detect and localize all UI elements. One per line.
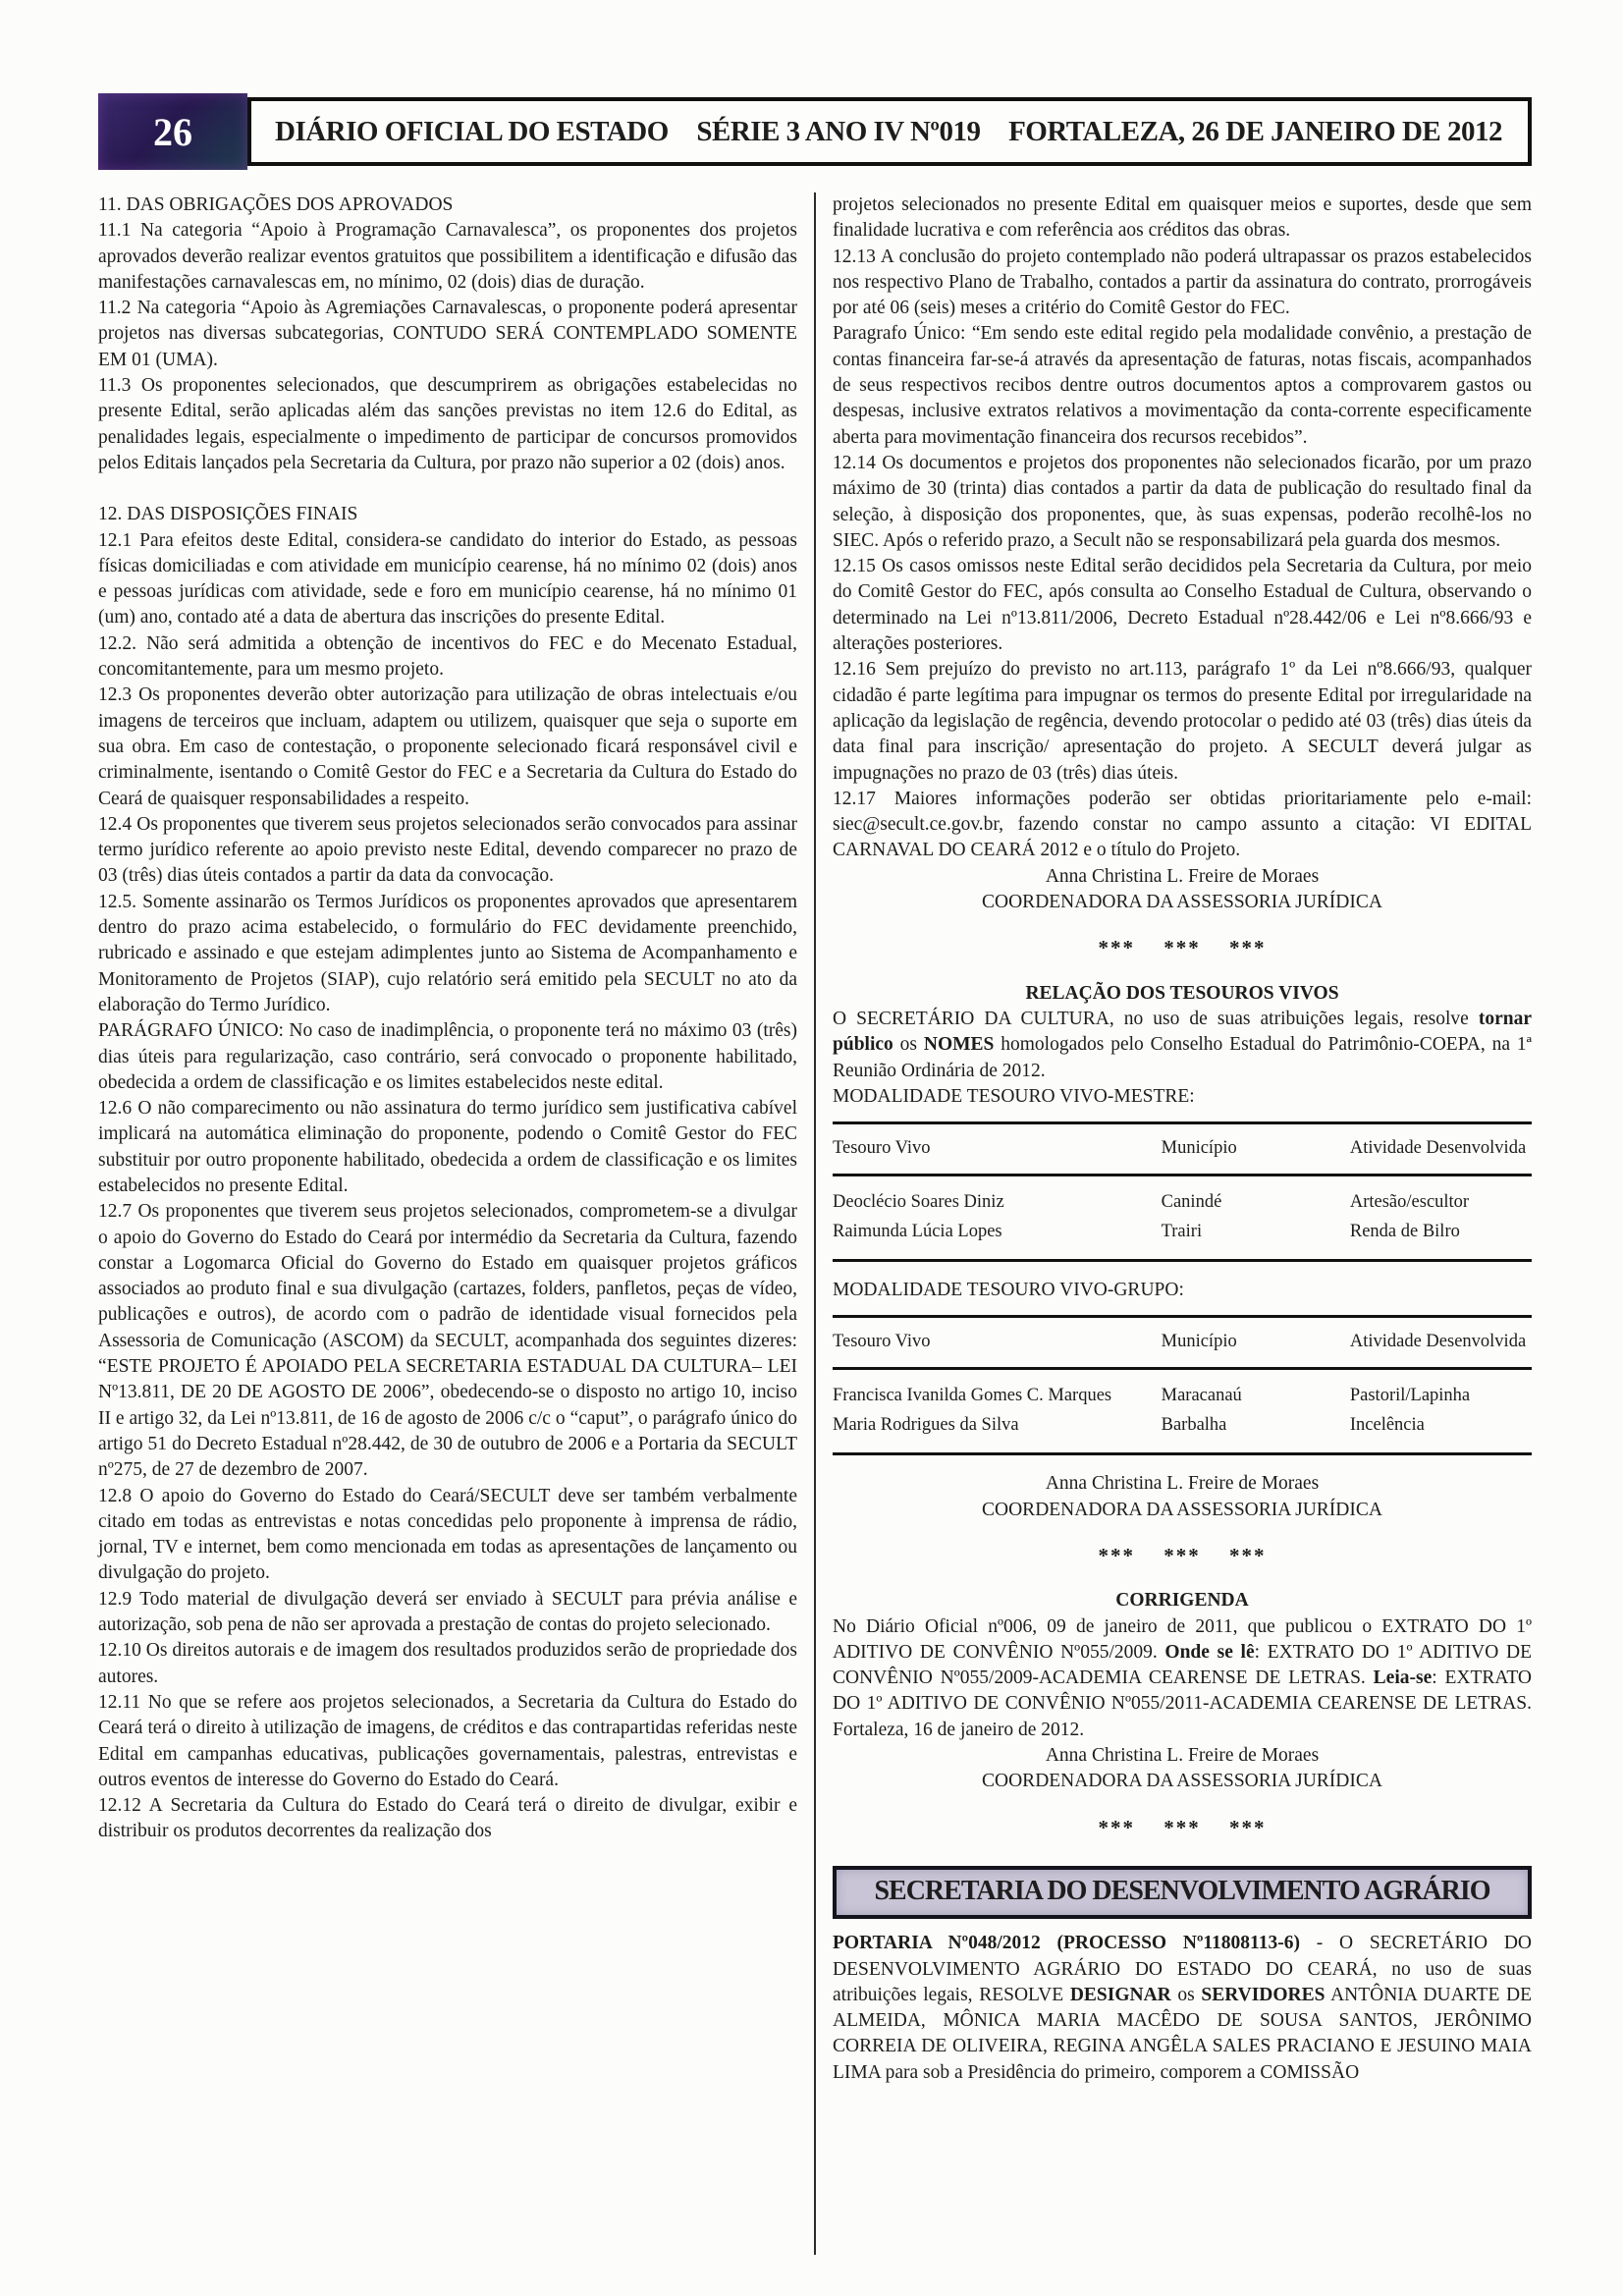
section-separator: *** *** *** bbox=[1098, 936, 1267, 960]
modality-label: MODALIDADE TESOURO VIVO-MESTRE: bbox=[833, 1085, 1195, 1107]
table-cell: Trairi bbox=[1161, 1222, 1203, 1242]
page-number: 26 bbox=[98, 93, 247, 170]
section-title: RELAÇÃO DOS TESOUROS VIVOS bbox=[1025, 982, 1339, 1004]
table-cell: Maria Rodrigues da Silva bbox=[833, 1415, 1019, 1436]
paragraph: 12.10 Os direitos autorais e de imagem dos resultados produzidos serão de propriedade dos autores. bbox=[98, 1640, 797, 1687]
table-row bbox=[833, 1369, 1532, 1411]
signatory-title: COORDENADORA DA ASSESSORIA JURÍDICA bbox=[982, 1499, 1382, 1520]
table-cell: Pastoril/Lapinha bbox=[1349, 1386, 1471, 1406]
column-header: Atividade Desenvolvida bbox=[1350, 1317, 1532, 1369]
section-heading: 12. DAS DISPOSIÇÕES FINAIS bbox=[98, 504, 358, 525]
paragraph: 12.7 Os proponentes que tiverem seus projetos selecionados, comprometem-se a divulgar o apoio do Governo do Estado do Ceará por intermédio da Secretaria da Cultura, fazendo constar a Logomarca Oficial do Governo do Estado em quaisquer projetos gráficos associados ao produto final e sua divulgação (cartazes, folders, panfletos, peças de vídeo, publicações e outros), de acordo com o padrão de identidade visual fornecidos pela Assessoria de Comunicação (ASCOM) da SECULT, acompanhada dos seguintes dizeres: “ESTE PROJETO É APOIADO PELA SECRETARIA ESTADUAL DA CULTURA– LEI Nº13.811, DE 20 DE AGOSTO DE 2006”, obedecendo-se o disposto no artigo 10, inciso II e artigo 32, da Lei nº13.811, de 16 de agosto de 2006 c/c o “caput”, o parágrafo único do artigo 51 do Decreto Estadual nº28.442, de 30 de outubro de 2006 e a Portaria da SECULT nº275, de 27 de dezembro de 2007. bbox=[98, 1201, 797, 1481]
signatory-name: Anna Christina L. Freire de Moraes bbox=[1045, 865, 1320, 887]
paragraph: 12.9 Todo material de divulgação deverá ser enviado à SECULT para prévia análise e autorização, sob pena de não ser aprovada a prestação de contas do projeto selecionado. bbox=[98, 1588, 797, 1636]
table-row bbox=[833, 1410, 1532, 1454]
column-header: Município bbox=[1162, 1317, 1350, 1369]
paragraph: No Diário Oficial nº006, 09 de janeiro de 2011, que publicou o EXTRATO DO 1º ADITIVO DE CONVÊNIO Nº055/2009. Onde se lê: EXTRATO DO 1º ADITIVO DE CONVÊNIO Nº055/2009-ACADEMIA CEARENSE DE LETRAS. Leia-se: EXTRATO DO 1º ADITIVO DE CONVÊNIO Nº055/2011-ACADEMIA CEARENSE DE LETRAS. Fortaleza, 16 de janeiro de 2012. bbox=[833, 1615, 1532, 1740]
table-cell: Renda de Bilro bbox=[1349, 1222, 1460, 1242]
section-separator: *** *** *** bbox=[1098, 1815, 1267, 1839]
agency-banner: SECRETARIA DO DESENVOLVIMENTO AGRÁRIO bbox=[833, 1866, 1532, 1919]
column-header: Município bbox=[1162, 1123, 1350, 1175]
paragraph: PARÁGRAFO ÚNICO: No caso de inadimplência, o proponente terá no máximo 03 (três) dias úteis para regularização, caso contrário, será convocado o proponente habilitado, obedecida a ordem de classificação e os limites estabelecidos neste edital. bbox=[98, 1020, 797, 1093]
column-header: Tesouro Vivo bbox=[833, 1123, 1162, 1175]
right-column bbox=[833, 192, 1532, 2086]
paragraph: PORTARIA Nº048/2012 (PROCESSO Nº11808113-6) - O SECRETÁRIO DO DESENVOLVIMENTO AGRÁRIO DO ESTADO DO CEARÁ, no uso de suas atribuições legais, RESOLVE DESIGNAR os SERVIDORES ANTÔNIA DUARTE DE ALMEIDA, MÔNICA MARIA MACÊDO DE SOUSA SANTOS, JERÔNIMO CORREIA DE OLIVEIRA, REGINA ANGÊLA SALES PRACIANO E JESUINO MAIA LIMA para sob a Presidência do primeiro, comporem a COMISSÃO bbox=[833, 1933, 1533, 2083]
paragraph: O SECRETÁRIO DA CULTURA, no uso de suas atribuições legais, resolve tornar público os NOMES homologados pelo Conselho Estadual do Patrimônio-COEPA, na 1ª Reunião Ordinária de 2012. bbox=[833, 1008, 1532, 1081]
column-header: Tesouro Vivo bbox=[833, 1317, 1162, 1369]
journal-title: DIÁRIO OFICIAL DO ESTADO bbox=[275, 115, 669, 147]
signatory-title: COORDENADORA DA ASSESSORIA JURÍDICA bbox=[982, 1771, 1382, 1792]
edition-info: SÉRIE 3 ANO IV Nº019 bbox=[696, 115, 981, 147]
tesouro-vivo-mestre-table bbox=[833, 1121, 1532, 1262]
paragraph: 12.17 Maiores informações poderão ser obtidas prioritariamente pelo e-mail: siec@secult.ce.gov.br, fazendo constar no campo assunto a citação: VI EDITAL CARNAVAL DO CEARÁ 2012 e o título do Projeto. bbox=[833, 788, 1532, 861]
paragraph: 11.2 Na categoria “Apoio às Agremiações Carnavalescas, o proponente poderá apresentar projetos nas diversas subcategorias, CONTUDO SERÁ CONTEMPLADO SOMENTE EM 01 (UMA). bbox=[98, 298, 797, 370]
signatory-name: Anna Christina L. Freire de Moraes bbox=[1045, 1473, 1320, 1495]
table-header-row bbox=[833, 1317, 1532, 1369]
paragraph: 12.14 Os documentos e projetos dos proponentes não selecionados ficarão, por um prazo máximo de 30 (trinta) dias contados a partir da data de publicação do resultado final da seleção, à disposição dos proponentes, que, às suas expensas, poderão recolhê-los no SIEC. Após o referido prazo, a Secult não se responsabilizará pela guarda dos mesmos. bbox=[833, 452, 1532, 551]
paragraph: 12.11 No que se refere aos projetos selecionados, a Secretaria da Cultura do Estado do Ceará terá o direito à utilização de imagens, de créditos e das contrapartidas referidas neste Edital em campanhas educativas, publicações governamentais, palestras, entrevistas e outros eventos de interesse do Governo do Estado do Ceará. bbox=[98, 1691, 797, 1790]
section-title: CORRIGENDA bbox=[1115, 1590, 1249, 1612]
column-header: Atividade Desenvolvida bbox=[1350, 1123, 1532, 1175]
paragraph: 12.15 Os casos omissos neste Edital serão decididos pela Secretaria da Cultura, por meio do Comitê Gestor do FEC, após consulta ao Conselho Estadual de Cultura, observando o determinado na Lei nº13.811/2006, Decreto Estadual nº28.442/06 e Lei nº8.666/93 e alterações posteriores. bbox=[833, 556, 1532, 655]
left-column bbox=[98, 192, 797, 1845]
paragraph: 12.2. Não será admitida a obtenção de incentivos do FEC e do Mecenato Estadual, concomitantemente, para um mesmo projeto. bbox=[98, 632, 797, 681]
table-cell: Barbalha bbox=[1161, 1415, 1227, 1436]
paragraph: 12.8 O apoio do Governo do Estado do Ceará/SECULT deve ser também verbalmente citado em todas as entrevistas e notas concedidas pelo proponente à imprensa de rádio, jornal, TV e internet, bem como mencionada em todas as apresentações de lançamento ou divulgação do projeto. bbox=[98, 1485, 797, 1584]
paragraph: 11.1 Na categoria “Apoio à Programação Carnavalesca”, os proponentes dos projetos aprovados deverão realizar eventos gratuitos que possibilitem a identificação e difusão das manifestações carnavalescas em, no mínimo, 02 (dois) dias de duração. bbox=[98, 220, 797, 293]
column-divider bbox=[814, 192, 816, 2255]
paragraph: Paragrafo Único: “Em sendo este edital regido pela modalidade convênio, a prestação de contas financeira far-se-á através da apresentação de faturas, notas fiscais, acompanhados de seus respectivos recibos dentre outros documentos aptos a comprovarem gastos ou despesas, inclusive extratos relativos a movimentação da conta-corrente especificamente aberta para movimentação financeira dos recursos recebidos”. bbox=[833, 323, 1532, 448]
paragraph: 12.4 Os proponentes que tiverem seus projetos selecionados serão convocados para assinar termo jurídico referente ao apoio previsto neste Edital, devendo comparecer no prazo de 03 (três) dias úteis contados a partir da data da convocação. bbox=[98, 813, 797, 887]
table-cell: Francisca Ivanilda Gomes C. Marques bbox=[833, 1386, 1112, 1406]
table-row bbox=[833, 1217, 1532, 1261]
signatory-title: COORDENADORA DA ASSESSORIA JURÍDICA bbox=[982, 892, 1382, 913]
paragraph: 11.3 Os proponentes selecionados, que descumprirem as obrigações estabelecidas no presente Edital, serão aplicadas além das sanções previstas no item 12.6 do Edital, as penalidades legais, especialmente o impedimento de participar de concursos promovidos pelos Editais lançados pela Secretaria da Cultura, por prazo não superior a 02 (dois) anos. bbox=[98, 375, 797, 473]
modality-label: MODALIDADE TESOURO VIVO-GRUPO: bbox=[833, 1280, 1184, 1301]
table-cell: Artesão/escultor bbox=[1349, 1192, 1470, 1213]
paragraph: 12.6 O não comparecimento ou não assinatura do termo jurídico sem justificativa cabível implicará na automática eliminação do proponente, podendo o Comitê Gestor do FEC substituir por outro proponente habilitado, obedecida a ordem de classificação e os limites estabelecidos no presente Edital. bbox=[98, 1098, 797, 1196]
paragraph: 12.16 Sem prejuízo do previsto no art.113, parágrafo 1º da Lei nº8.666/93, qualquer cidadão é parte legítima para impugnar os termos do presente Edital por irregularidade na aplicação da legislação de regência, devendo protocolar o pedido até 03 (três) dias úteis da data final para inscrição/ apresentação do projeto. A SECULT deverá julgar as impugnações no prazo de 03 (três) dias úteis. bbox=[833, 659, 1532, 784]
date-line: FORTALEZA, 26 DE JANEIRO DE 2012 bbox=[1008, 115, 1502, 147]
paragraph: 12.3 Os proponentes deverão obter autorização para utilização de obras intelectuais e/ou imagens de terceiros que incluam, adaptem ou utilizem, quaisquer que seja o suporte em sua obra. Em caso de contestação, o proponente selecionado ficará responsável civil e criminalmente, isentando o Comitê Gestor do FEC e a Secretaria da Cultura do Estado do Ceará de quaisquer responsabilidades a respeito. bbox=[98, 684, 797, 809]
masthead bbox=[247, 97, 1532, 166]
table-header-row bbox=[833, 1123, 1532, 1175]
paragraph: 12.13 A conclusão do projeto contemplado não poderá ultrapassar os prazos estabelecidos nos respectivo Plano de Trabalho, contados a partir da assinatura do contrato, prorrogáveis por até 06 (seis) meses a critério do Comitê Gestor do FEC. bbox=[833, 246, 1532, 319]
paragraph: projetos selecionados no presente Edital em quaisquer meios e suportes, desde que sem finalidade lucrativa e com referência aos créditos das obras. bbox=[833, 194, 1532, 242]
table-cell: Maracanaú bbox=[1161, 1386, 1242, 1406]
paragraph: 12.1 Para efeitos deste Edital, considera-se candidato do interior do Estado, as pessoas físicas domiciliadas e com atividade em município cearense, há no mínimo 02 (dois) anos e pessoas jurídicas com atividade, sede e foro em município cearense, há no mínimo 01 (um) ano, contado até a data de abertura das inscrições do presente Edital. bbox=[98, 529, 797, 629]
paragraph: 12.5. Somente assinarão os Termos Jurídicos os proponentes aprovados que apresentarem dentro do prazo acima estabelecido, o formulário do FEC devidamente preenchido, rubricado e assinado e que estejam adimplentes junto ao Sistema de Acompanhamento e Monitoramento de Projetos (SIAP), cujo relatório será emitido pela SECULT no ato da elaboração do Termo Jurídico. bbox=[98, 891, 797, 1015]
section-heading: 11. DAS OBRIGAÇÕES DOS APROVADOS bbox=[98, 194, 454, 215]
paragraph: 12.12 A Secretaria da Cultura do Estado do Ceará terá o direito de divulgar, exibir e distribuir os produtos decorrentes da realização dos bbox=[98, 1795, 797, 1842]
table-cell: Deoclécio Soares Diniz bbox=[833, 1192, 1004, 1213]
table-cell: Incelência bbox=[1349, 1415, 1425, 1436]
tesouro-vivo-grupo-table bbox=[833, 1315, 1532, 1455]
table-cell: Canindé bbox=[1161, 1192, 1222, 1213]
table-cell: Raimunda Lúcia Lopes bbox=[833, 1222, 1002, 1242]
table-row bbox=[833, 1175, 1532, 1218]
section-separator: *** *** *** bbox=[1098, 1543, 1267, 1567]
spacer bbox=[98, 476, 797, 502]
signatory-name: Anna Christina L. Freire de Moraes bbox=[1045, 1745, 1320, 1767]
